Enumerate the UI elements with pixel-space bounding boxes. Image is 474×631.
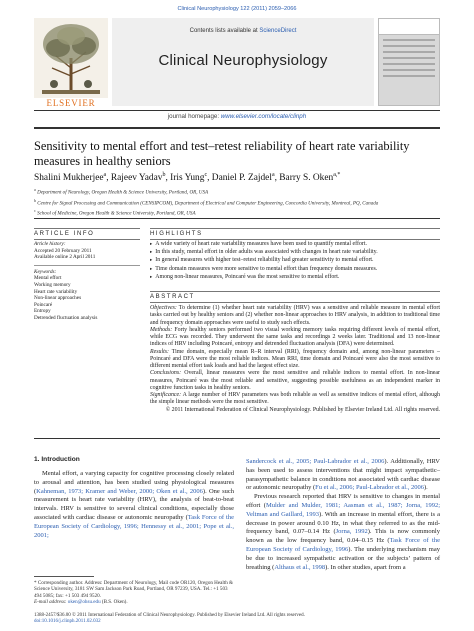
article-info-rule-bottom bbox=[34, 239, 140, 240]
highlight-item: ▸ Time domain measures were more sensitive to mental effort than frequency domain measures. bbox=[150, 265, 440, 273]
email-suffix: (B.S. Oken). bbox=[101, 599, 128, 606]
affiliation-text: Department of Neurology, Oregon Health & Science University, Portland, OR, USA bbox=[37, 189, 209, 196]
journal-title: Clinical Neurophysiology bbox=[158, 52, 328, 69]
body-text: ). bbox=[424, 484, 428, 492]
abstract-rule-top bbox=[150, 291, 440, 292]
author-list: Shalini Mukherjee$^a$, Rajeev Yadav$^b$, Iris Yung$^c$, Daniel P. Zajdel$^a$, Barry S. Oken$^{a,*}$ bbox=[34, 172, 341, 184]
contents-prefix: Contents lists available at bbox=[189, 28, 258, 34]
results-text: Time domain, especially mean R–R interval (RRI), frequency domain and, among non-linear parameters – Poincaré and DFA were the most reliable indices. Mean RRI, time domain and Poincaré were also the most sensitive to different mental effort task loads and had the largest effect size. bbox=[150, 348, 440, 369]
journal-reference[interactable]: Clinical Neurophysiology 122 (2011) 2059–2066 bbox=[177, 6, 297, 12]
highlight-item: ▸ In this study, mental effort in older adults was associated with changes in heart rate variability. bbox=[150, 248, 440, 256]
body-text: ). With an increase in mental effort, there is a decrease in power around 0.10 Hz, in what they referred to as the mid-frequency band, 0.07–0.14 Hz ( bbox=[246, 510, 441, 536]
journal-banner bbox=[112, 18, 374, 106]
corresponding-author-footnote bbox=[34, 580, 234, 606]
highlights-rule-top bbox=[150, 228, 440, 229]
sciencedirect-link[interactable]: ScienceDirect bbox=[259, 28, 297, 34]
masthead bbox=[34, 18, 440, 120]
doi-link[interactable]: doi:10.1016/j.clinph.2011.02.032 bbox=[34, 619, 101, 625]
citation-link[interactable]: Sandercock et al., 2005; Paul-Labrador et al., 2006 bbox=[246, 458, 385, 465]
contents-line bbox=[112, 28, 374, 34]
keyword: Entropy bbox=[34, 308, 51, 315]
article-info bbox=[34, 241, 140, 322]
highlights-list bbox=[150, 240, 440, 281]
author-name[interactable]: Rajeev Yadav bbox=[110, 173, 163, 184]
keyword: Non-linear approaches bbox=[34, 295, 82, 302]
author-affiliation-mark[interactable]: a bbox=[103, 172, 107, 178]
author-affiliation-mark[interactable]: a,* bbox=[333, 172, 341, 178]
affiliation-mark: b bbox=[34, 197, 36, 203]
significance-label: Significance: bbox=[150, 392, 182, 398]
results-label: Results: bbox=[150, 348, 169, 355]
methods-text: Forty healthy seniors performed two visual working memory tasks requiring different levels of mental effort, while ECG was recorded. They underwent the same tasks and recordings 2 weeks later. Traditional and 13 non-linear indices of HRV including Poincaré, entropy and detrended fluctuation analysis (DFA) were determined. bbox=[150, 326, 440, 348]
affiliation-text: Centre for Signal Processing and Communication (CENSIPCOM), Department of Electrical and Computer Engineering, Concordia University, Montreal, PQ, Canada bbox=[37, 200, 379, 207]
abstract-results bbox=[150, 349, 440, 371]
citation-link[interactable]: Fu et al., 2006; Paul-Labrador et al., 2006 bbox=[315, 484, 424, 492]
keywords-divider bbox=[34, 265, 140, 266]
highlight-item: ▸ Among non-linear measures, Poincaré was the most sensitive to mental effort. bbox=[150, 273, 440, 281]
methods-label: Methods: bbox=[150, 326, 173, 333]
homepage-prefix: journal homepage: bbox=[167, 113, 220, 120]
paragraph bbox=[246, 493, 440, 572]
author-name[interactable]: Shalini Mukherjee bbox=[34, 173, 104, 184]
author-affiliation-mark[interactable]: b bbox=[162, 172, 166, 178]
abstract-methods bbox=[150, 327, 440, 349]
introduction-heading: 1. Introduction bbox=[34, 456, 80, 463]
article-info-heading: ARTICLE INFO bbox=[34, 231, 95, 237]
affiliation-mark: a bbox=[34, 187, 36, 192]
abstract-conclusions bbox=[150, 370, 440, 392]
citation-link[interactable]: Jorna, 1992 bbox=[335, 528, 368, 536]
objectives-label: Objectives: bbox=[150, 305, 177, 311]
abstract-rule-bottom bbox=[150, 302, 440, 303]
body-text: ). In other studies, apart from a bbox=[325, 563, 406, 571]
conclusions-text: Overall, linear measures were the most sensitive and reliable indices to mental effort. In non-linear measures, Poincaré was the most reliable and sensitive, suggesting possible usefulness as an independent marker in cognitive function tasks in healthy seniors. bbox=[150, 370, 440, 391]
keyword: Mental effort bbox=[34, 275, 62, 282]
keyword: Detrended fluctuation analysis bbox=[34, 314, 98, 321]
issn-line: 1388-2457/$36.00 © 2011 International Federation of Clinical Neurophysiology. Published by Elsevier Ireland Ltd. All rights reserved. bbox=[34, 613, 305, 618]
body-text: ). Additionally, HRV has been used to assess interventions that might impact sympathetic–parasympathetic balance in conditions not associated with cardiac disease or autonomic neuropathy ( bbox=[246, 458, 440, 492]
affiliation-text: School of Medicine, Oregon Health & Science University, Portland, OR, USA bbox=[37, 211, 196, 218]
highlights-heading: HIGHLIGHTS bbox=[150, 231, 203, 237]
affiliation bbox=[34, 207, 440, 218]
paragraph bbox=[246, 458, 440, 493]
affiliation-list bbox=[34, 186, 440, 218]
citation-link[interactable]: Kahneman, 1973; Kramer and Weber, 2000; Oken et al., 2006 bbox=[36, 487, 203, 495]
history-received: Accepted 20 February 2011 bbox=[34, 247, 92, 254]
body-column-right bbox=[246, 458, 440, 572]
highlight-item: ▸ In general measures with higher test–retest reliability had greater sensitivity to mental effort. bbox=[150, 256, 440, 264]
publisher-logo-text: ELSEVIER bbox=[46, 98, 96, 108]
front-matter-divider bbox=[34, 438, 440, 439]
author-name[interactable]: Iris Yung bbox=[170, 173, 205, 184]
author-affiliation-mark[interactable]: c bbox=[204, 172, 208, 178]
keyword: Heart rate variability bbox=[34, 288, 78, 295]
body-text: ). One such measurement is heart rate variability (HRV), the analysis of beat-to-beat intervals. HRV is sensitive to several clinical conditions, especially those associated with cardiac disease or autonomic neuropathy ( bbox=[34, 487, 234, 521]
highlight-item: ▸ A wide variety of heart rate variability measures have been used to quantify mental effort. bbox=[150, 240, 440, 248]
abstract-body bbox=[150, 305, 440, 414]
journal-cover-thumbnail bbox=[378, 18, 440, 106]
conclusions-label: Conclusions: bbox=[150, 370, 182, 377]
footnote-rule bbox=[34, 576, 94, 577]
objectives-text: To determine (1) whether heart rate variability (HRV) was a sensitive and reliable measure in mental effort tasks carried out by healthy seniors and (2) whether non-linear approaches to HRV analysis, in addition to traditional time and frequency domain approaches were useful to study such effects. bbox=[150, 305, 440, 326]
abstract-objectives bbox=[150, 305, 440, 327]
email-link[interactable]: oken@ohsu.edu bbox=[67, 599, 101, 606]
affiliation bbox=[34, 186, 440, 197]
abstract-heading: ABSTRACT bbox=[150, 294, 195, 300]
citation-link[interactable]: Task Force of the European Society of Cardiology, 1996 bbox=[246, 537, 440, 553]
affiliation-mark: c bbox=[34, 208, 36, 214]
keyword: Poincaré bbox=[34, 301, 53, 308]
masthead-divider bbox=[34, 127, 440, 129]
author-name[interactable]: Daniel P. Zajdel bbox=[211, 173, 272, 184]
email-label: E-mail address: bbox=[34, 599, 67, 606]
affiliation bbox=[34, 197, 440, 208]
body-column-left bbox=[34, 470, 234, 540]
body-text: Previous research reported that HRV is sensitive to changes in mental effort ( bbox=[246, 493, 440, 509]
abstract-copyright: © 2011 International Federation of Clinical Neurophysiology. Published by Elsevier Ireland Ltd. All rights reserved. bbox=[165, 406, 440, 413]
history-online: Available online 2 April 2011 bbox=[34, 254, 96, 261]
author-name[interactable]: Barry S. Oken bbox=[279, 173, 334, 184]
significance-text: A large number of HRV parameters was both reliable as well as sensitive indices of mental effort, although the simple linear methods were the most sensitive. bbox=[150, 392, 440, 406]
elsevier-tree-logo-icon bbox=[34, 18, 108, 98]
author-affiliation-mark[interactable]: a bbox=[271, 172, 275, 178]
keywords-label: Keywords: bbox=[34, 268, 57, 275]
keyword: Working memory bbox=[34, 281, 71, 288]
affiliation-divider bbox=[34, 218, 440, 219]
journal-homepage-bar bbox=[34, 110, 440, 120]
corresponding-author-text: * Corresponding author. Address: Department of Neurology, Mail code OR120, Oregon Health & Science University, 3181 SW Sam Jackson Park Road, Portland, OR 97239, USA. Tel.: +1 503 494 5085; fax: +1 503 494 9520. bbox=[34, 580, 233, 599]
abstract-significance bbox=[150, 392, 440, 407]
article-info-rule-top bbox=[34, 228, 140, 229]
citation-link[interactable]: Althaus et al., 1998 bbox=[274, 563, 326, 571]
body-text: Mental effort, a varying capacity for cognitive processing closely related to arousal and attention, has been studied using physiological measures ( bbox=[34, 470, 234, 495]
copyright-footer bbox=[34, 613, 440, 625]
citation-link[interactable]: Mulder and Mulder, 1981; Aasman et al., 1987; Jorna, 1992; Veltman and Gaillard, 1993 bbox=[246, 501, 441, 518]
journal-homepage-link[interactable]: www.elsevier.com/locate/clinph bbox=[220, 113, 307, 120]
email-line bbox=[34, 599, 234, 605]
body-text: ). The underlying mechanism may be due to increased sympathetic activation or the subjects’ pattern of breathing ( bbox=[246, 545, 440, 571]
body-text: ). This is now commonly known as the low frequency band, 0.04–0.15 Hz ( bbox=[246, 528, 440, 545]
history-label: Article history: bbox=[34, 241, 66, 247]
article-title: Sensitivity to mental effort and test–retest reliability of heart rate variability measures in healthy seniors bbox=[34, 139, 410, 168]
citation-link[interactable]: Task Force of the European Society of Cardiology, 1996; Hennessy et al., 2001; Pope et al., 2001; bbox=[34, 513, 234, 539]
